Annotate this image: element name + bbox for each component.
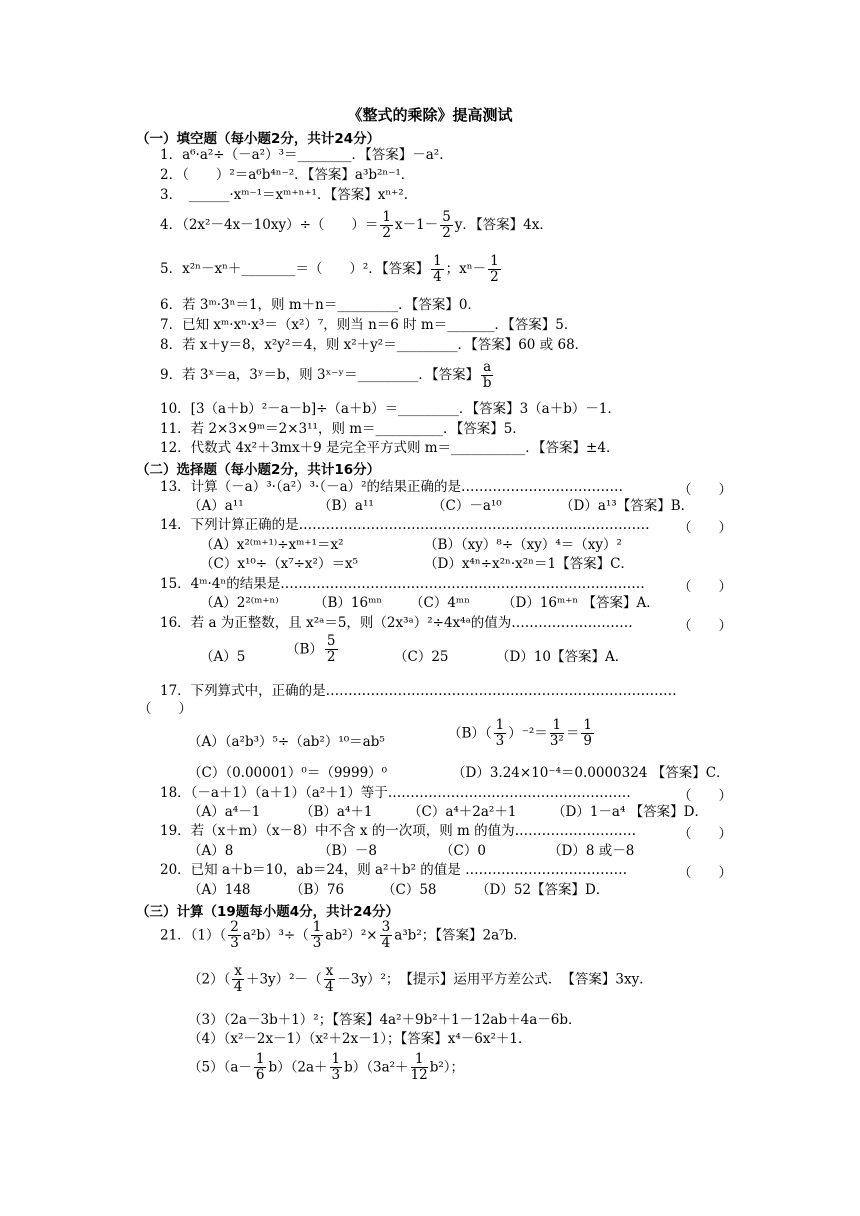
question-15: 15．4ᵐ·4ⁿ的结果是………………………………………………………………………: [160, 576, 645, 592]
answer-blank: （ ）: [678, 482, 732, 498]
question-13: 13．计算（－a）³·（a²）³·（－a）²的结果正确的是………………………………: [160, 479, 624, 495]
question-4-answer: y．【答案】4x．: [454, 217, 553, 233]
option-c: （C）a⁴＋2a²＋1: [408, 804, 517, 820]
fraction: $\frac{1}{6}$: [255, 1051, 265, 1083]
option-d: （D）3.24×10⁻⁴＝0.0000324 【答案】C．: [452, 765, 730, 781]
fraction: $\frac{3}{4}$: [381, 919, 391, 951]
option-b: （B）－8: [318, 843, 378, 859]
question-5: [160, 254, 503, 285]
option-c: （C）25: [394, 649, 449, 665]
fraction: $\frac{5}{2}$: [326, 633, 336, 665]
option-c: （C）0: [440, 843, 486, 859]
question-3: 3． ______·xᵐ⁻¹＝xᵐ⁺ⁿ⁺¹．【答案】xⁿ⁺².: [160, 187, 408, 203]
question-20: 20．已知 a＋b＝10，ab＝24，则 a²＋b² 的值是 ………………………………: [160, 862, 628, 878]
question-16: 16．若 a 为正整数，且 x²ᵃ＝5，则（2x³ᵃ）²÷4x⁴ᵃ的值为………………………: [160, 615, 633, 631]
question-4-text: 4．（2x²－4x－10xy）÷（ ）＝: [160, 217, 379, 233]
question-11: 11．若 2×3×9ᵐ＝2×3¹¹，则 m＝__________．【答案】5．: [160, 421, 526, 437]
option-a: （A）148: [188, 882, 251, 898]
question-4-text: x－1－: [394, 217, 439, 233]
option-d: （D）8 或－8: [548, 843, 635, 859]
fraction: $\frac{x}{4}$: [325, 963, 334, 995]
answer-blank: （ ）: [678, 788, 732, 804]
question-21-5: （5）（a－ $\frac{1}{6}$ b）（2a＋ $\frac{1}{3}$ b）（3a²＋ $\frac{1}{12}$ b²）；: [188, 1051, 465, 1083]
question-10: 10．[3（a＋b）²－a－b]÷（a＋b）＝_________．【答案】3（a＋b）－1．: [160, 401, 621, 417]
question-21-1: 21．（1）（ $\frac{2}{3}$ a²b）³÷（ $\frac{1}{3}$ ab²）²× $\frac{3}{4}$ a³b²；【答案】2a⁷b．: [160, 919, 527, 951]
option-a: （A）8: [188, 843, 234, 859]
fraction: $\frac{a}{b}$: [482, 359, 492, 391]
page-title: 《整式的乘除》提高测试: [347, 106, 513, 124]
option-b: （B） $\frac{5}{2}$: [286, 633, 336, 665]
fraction: $\frac{1}{2}$: [490, 253, 499, 285]
question-18: 18．（－a＋1）（a＋1）（a²＋1）等于………………………………………………: [160, 785, 631, 801]
answer-blank: （ ）: [678, 520, 732, 536]
answer-blank: （ ）: [678, 865, 732, 881]
fraction: $\frac{1}{12}$: [410, 1051, 428, 1083]
question-5-text: 5．x²ⁿ－xⁿ＋________＝（ ）²．【答案】: [160, 261, 430, 277]
option-b: （B）a¹¹: [318, 498, 374, 514]
option-b: （B）76: [290, 882, 345, 898]
fraction: $\frac{2}{3}$: [230, 919, 239, 951]
option-d: （D）x⁴ⁿ÷x²ⁿ·x²ⁿ＝1【答案】C．: [424, 556, 634, 572]
question-21-2: （2）（ $\frac{x}{4}$ ＋3y）²－（ $\frac{x}{4}$ －3y）²； 【提示】运用平方差公式． 【答案】3xy．: [188, 963, 653, 995]
question-9-text: 9．若 3ˣ＝a，3ʸ＝b，则 3ˣ⁻ʸ＝_________．【答案】: [160, 367, 480, 383]
fraction: $\frac{1}{3}$: [312, 919, 322, 951]
section-heading-choice: （二）选择题（每小题2分，共计16分）: [136, 462, 381, 478]
option-d: （D）a¹³【答案】B．: [560, 498, 695, 514]
option-a: （A）5: [200, 649, 246, 665]
question-17: 17．下列算式中，正确的是……………………………………………………………………: [160, 683, 677, 699]
question-8: 8．若 x＋y＝8，x²y²＝4，则 x²＋y²＝_________．【答案】60 或 68．: [160, 337, 589, 353]
option-d: （D）16ᵐ⁺ⁿ 【答案】A．: [502, 595, 660, 611]
answer-blank: （ ）: [678, 579, 732, 595]
fraction: $\frac{1}{4}$: [433, 253, 442, 285]
option-b: （B）a⁴＋1: [300, 804, 373, 820]
option-d: （D）52【答案】D．: [476, 882, 610, 898]
section-heading-calc: （三）计算（19题每小题4分，共计24分）: [136, 904, 399, 920]
question-21-3: （3）（2a－3b＋1）²；【答案】4a²＋9b²＋1－12ab＋4a－6b．: [188, 1012, 582, 1028]
question-21-4: （4）（x²－2x－1）（x²＋2x－1）；【答案】x⁴－6x²＋1．: [188, 1031, 532, 1047]
option-a: （A）2²⁽ᵐ⁺ⁿ⁾: [200, 595, 279, 611]
answer-blank: （ ）: [678, 618, 732, 634]
question-2: 2．（ ）²＝a⁶b⁴ⁿ⁻²．【答案】a³b²ⁿ⁻¹．: [160, 167, 415, 183]
fraction: $\frac{1}{\text{3²}}$: [549, 717, 564, 749]
option-b: （B）（xy）⁸÷（xy）⁴＝（xy）²: [424, 537, 622, 553]
option-c: （C）4ᵐⁿ: [410, 595, 471, 611]
question-6: 6．若 3ᵐ·3ⁿ＝1，则 m＋n＝_________．【答案】0．: [160, 297, 481, 313]
option-b: （B）（ $\frac{1}{3}$ ）⁻²＝ $\frac{1}{\text{3²}}$ ＝ $\frac{1}{9}$: [448, 717, 592, 749]
fraction: $\frac{1}{2}$: [382, 209, 391, 241]
option-a: （A）x²⁽ᵐ⁺¹⁾÷xᵐ⁺¹＝x²: [200, 537, 344, 553]
fraction: $\frac{5}{2}$: [442, 209, 451, 241]
option-c: （C）58: [382, 882, 437, 898]
question-19: 19．若（x＋m）（x－8）中不含 x 的一次项，则 m 的值为………………………: [160, 823, 637, 839]
fraction: $\frac{1}{3}$: [331, 1051, 341, 1083]
option-b: （B）16ᵐⁿ: [314, 595, 383, 611]
option-d: （D）10【答案】A．: [496, 649, 629, 665]
option-a: （A）a⁴－1: [188, 804, 261, 820]
question-12: 12．代数式 4x²＋3mx＋9 是完全平方式则 m＝___________．【答案】±4．: [160, 440, 620, 456]
option-c: （C）－a¹⁰: [432, 498, 502, 514]
answer-blank: （ ）: [138, 701, 192, 717]
option-a: （A）a¹¹: [188, 498, 244, 514]
section-heading-fill: （一）填空题（每小题2分，共计24分）: [136, 131, 381, 147]
question-5-text: ；xⁿ－: [445, 261, 487, 277]
question-9: [160, 360, 495, 391]
option-d: （D）1－a⁴ 【答案】D．: [552, 804, 708, 820]
option-a: （A）（a²b³）⁵÷（ab²）¹⁰＝ab⁵: [188, 734, 385, 750]
option-c: （C）（0.00001）⁰＝（9999）⁰: [188, 765, 388, 781]
option-c: （C）x¹⁰÷（x⁷÷x²）＝x⁵: [200, 556, 358, 572]
answer-blank: （ ）: [678, 826, 732, 842]
question-14: 14．下列计算正确的是……………………………………………………………………: [160, 517, 650, 533]
fraction: $\frac{1}{3}$: [495, 717, 505, 749]
question-4: [160, 210, 553, 241]
fraction: $\frac{x}{4}$: [233, 963, 243, 995]
fraction: $\frac{1}{9}$: [583, 717, 592, 749]
question-7: 7．已知 xᵐ·xⁿ·x³＝（x²）⁷，则当 n＝6 时 m＝_______．【答案】5．: [160, 317, 578, 333]
question-1: 1．a⁶·a²÷（－a²）³＝________．【答案】－a².: [160, 147, 444, 163]
